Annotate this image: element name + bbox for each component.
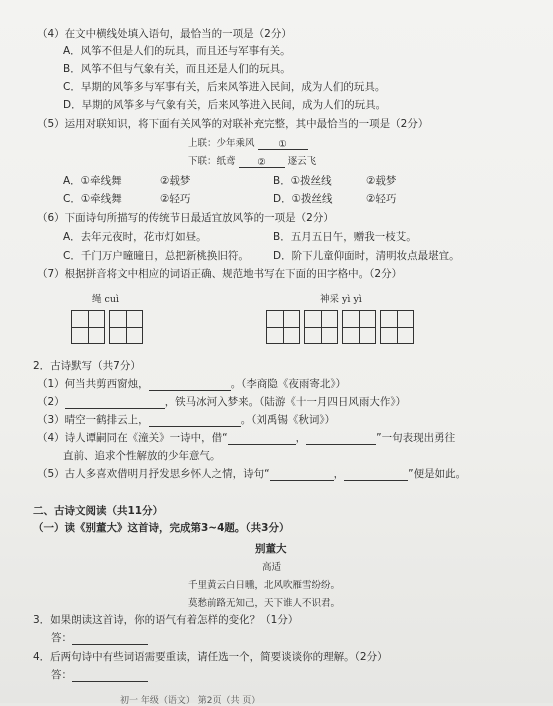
q5-option-d1: D．①拨丝线 — [273, 193, 333, 205]
dictation-line-4 — [37, 432, 455, 445]
pinyin-label-2: 神采 yì yì — [320, 294, 362, 305]
dictation-line-3 — [37, 414, 335, 427]
q4-stem: （4）在文中横线处填入语句，最恰当的一项是（2分） — [37, 28, 292, 40]
question-3-answer — [51, 632, 148, 645]
dictation-4-blank-a[interactable] — [228, 433, 296, 445]
dictation-5-blank-b[interactable] — [344, 469, 408, 481]
q5-stem: （5）运用对联知识，将下面有关风筝的对联补充完整，其中最恰当的一项是（2分） — [37, 118, 429, 130]
poem-line-2: 莫愁前路无知己，天下谁人不识君。 — [188, 598, 341, 609]
q4-option-d: D．早期的风筝多与气象有关，后来风筝进入民间，成为人们的玩具。 — [63, 99, 387, 111]
q5-option-d2: ②轻巧 — [366, 193, 397, 205]
q6-option-c: C．千门万户曈曈日，总把新桃换旧符。 — [63, 250, 249, 262]
dictation-1-prefix: （1）何当共剪西窗烛， — [37, 378, 149, 390]
part-two-title: 二、古诗文阅读（共11分） — [33, 505, 164, 517]
dictation-5-prefix: （5）古人多喜欢借明月抒发思乡怀人之情，诗句“ — [37, 468, 270, 480]
q6-stem: （6）下面诗句所描写的传统节日最适宜放风筝的一项是（2分） — [37, 212, 334, 224]
q5-option-b1: B．①拨丝线 — [273, 175, 332, 187]
part-two-subtitle: （一）读《别董大》这首诗，完成第3~4题。（共3分） — [33, 522, 290, 534]
q5-option-c2: ②轻巧 — [160, 193, 191, 205]
dictation-5-suffix: ”便是如此。 — [408, 468, 467, 480]
dictation-4-blank-b[interactable] — [306, 433, 376, 445]
question-4: 4．后两句诗中有些词语需要重读，请任选一个，简要谈谈你的理解。（2分） — [33, 651, 388, 663]
q5-option-c1: C．①牵线舞 — [63, 193, 122, 205]
dictation-3-prefix: （3）晴空一鹤排云上， — [37, 414, 149, 426]
q5-option-a2: ②载梦 — [160, 175, 191, 187]
couplet-lower-blank: ② — [239, 156, 285, 168]
poem-line-1: 千里黄云白日曛，北风吹雁雪纷纷。 — [188, 580, 341, 591]
q4-option-c: C．早期的风筝多与军事有关，后来风筝进入民间，成为人们的玩具。 — [63, 81, 386, 93]
dictation-line-4-cont: 直前、追求个性解放的少年意气。 — [63, 450, 221, 462]
pinyin-label-1: 绳 cuì — [92, 294, 119, 305]
q6-option-d: D．阶下儿童仰面时，清明妆点最堪宜。 — [273, 250, 460, 262]
dictation-2-suffix: ，铁马冰河入梦来。（陆游《十一月四日风雨大作》） — [164, 396, 407, 408]
tianzige-cell[interactable] — [109, 310, 143, 344]
q6-option-b: B．五月五日午，赠我一枝艾。 — [273, 231, 417, 243]
dictation-4-suffix: ”一句表现出勇往 — [376, 432, 456, 444]
dictation-5-comma: ， — [333, 468, 345, 480]
tianzige-cell[interactable] — [304, 310, 338, 344]
answer-blank[interactable] — [72, 670, 148, 682]
dictation-line-2 — [37, 396, 406, 409]
tianzige-group-2 — [266, 310, 414, 344]
q7-stem: （7）根据拼音将文中相应的词语正确、规范地书写在下面的田字格中。（2分） — [37, 268, 403, 280]
poem-title: 别董大 — [255, 543, 287, 555]
tianzige-group-1 — [71, 310, 143, 344]
dictation-1-blank[interactable] — [149, 379, 231, 391]
dictation-5-blank-a[interactable] — [270, 469, 334, 481]
couplet-upper — [188, 137, 308, 150]
q5-option-a1: A．①牵线舞 — [63, 175, 122, 187]
q5-option-b2: ②载梦 — [366, 175, 397, 187]
couplet-upper-blank: ① — [258, 138, 308, 150]
page-footer: 初一 年级（语文） 第2页（共 页） — [120, 696, 261, 706]
couplet-lower — [188, 155, 316, 168]
dictation-line-5 — [37, 468, 466, 481]
dictation-2-prefix: （2） — [37, 396, 65, 408]
couplet-lower-label: 下联：纸鸢 — [188, 156, 236, 167]
dictation-4-comma: ， — [295, 432, 307, 444]
q6-option-a: A．去年元夜时，花市灯如昼。 — [63, 231, 207, 243]
question-4-answer — [51, 669, 148, 682]
section-poetry-dictation-title: 2．古诗默写（共7分） — [33, 360, 141, 372]
dictation-line-1 — [37, 378, 346, 391]
q4-option-b: B．风筝不但与气象有关，而且还是人们的玩具。 — [63, 63, 291, 75]
poem-author: 高适 — [262, 562, 282, 573]
answer-label: 答： — [51, 669, 72, 681]
answer-label: 答： — [51, 632, 72, 644]
tianzige-cell[interactable] — [380, 310, 414, 344]
dictation-3-blank[interactable] — [149, 415, 241, 427]
tianzige-cell[interactable] — [71, 310, 105, 344]
dictation-1-suffix: 。（李商隐《夜雨寄北》） — [230, 378, 347, 390]
dictation-3-suffix: 。（刘禹锡《秋词》） — [240, 414, 336, 426]
tianzige-cell[interactable] — [266, 310, 300, 344]
couplet-lower-tail: 逐云飞 — [287, 156, 317, 167]
answer-blank[interactable] — [72, 633, 148, 645]
q4-option-a: A．风筝不但是人们的玩具，而且还与军事有关。 — [63, 45, 291, 57]
question-3: 3．如果朗读这首诗，你的语气有着怎样的变化？（1分） — [33, 614, 299, 626]
dictation-4-prefix: （4）诗人谭嗣同在《潼关》一诗中，借“ — [37, 432, 228, 444]
tianzige-cell[interactable] — [342, 310, 376, 344]
dictation-2-blank[interactable] — [65, 397, 165, 409]
couplet-upper-label: 上联：少年乘风 — [188, 138, 255, 149]
